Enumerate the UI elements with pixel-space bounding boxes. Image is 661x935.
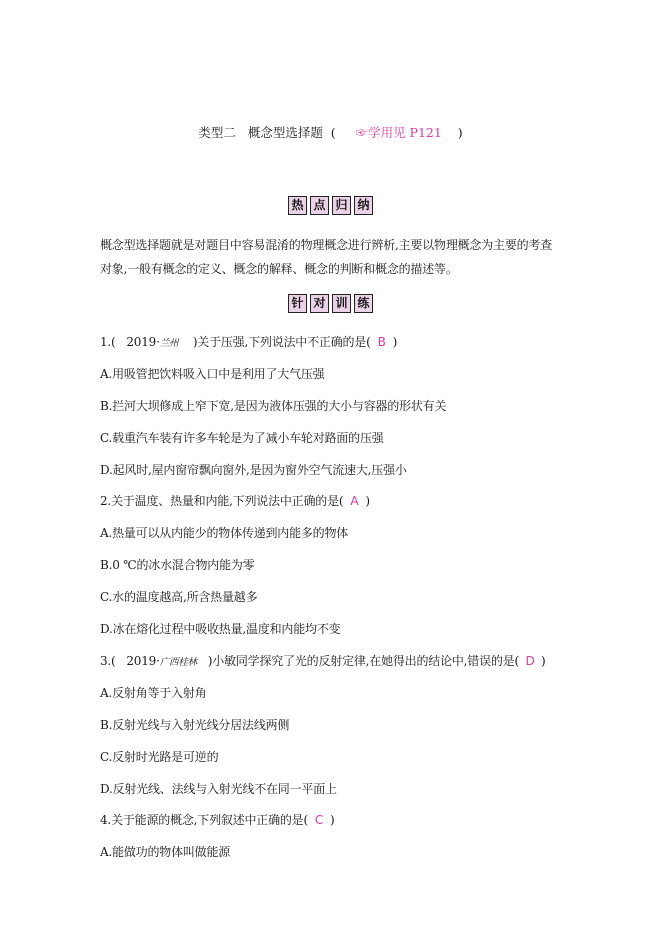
- page-title: [0, 124, 661, 142]
- answer-label: A: [350, 494, 359, 508]
- option-item: B.反射光线与入射光线分居法线两侧: [100, 718, 290, 732]
- title-open-paren: (: [330, 125, 336, 140]
- question-number: 4.: [100, 813, 112, 827]
- option-item: C.载重汽车装有许多车轮是为了减小车轮对路面的压强: [100, 431, 384, 445]
- option-item: B.0 ℃的冰水混合物内能为零: [100, 558, 255, 572]
- answer-label: D: [525, 654, 535, 668]
- question-text: )小敏同学探究了光的反射定律,在她得出的结论中,错误的是(: [207, 654, 519, 668]
- section-char: 练: [354, 294, 373, 313]
- question-number: 1.(: [100, 335, 116, 349]
- question-year: 2019·: [126, 654, 160, 668]
- option-item: B.拦河大坝修成上窄下宽,是因为液体压强的大小与容器的形状有关: [100, 399, 447, 413]
- question-close: ): [392, 335, 398, 349]
- option-item: D.起风时,屋内窗帘飘向窗外,是因为窗外空气流速大,压强小: [100, 463, 407, 477]
- section-char: 归: [332, 196, 351, 215]
- question-number: 3.(: [100, 654, 116, 668]
- option-item: C.反射时光路是可逆的: [100, 750, 219, 764]
- section-header-training: [0, 292, 661, 314]
- question-stem: [100, 493, 370, 509]
- section-char: 热: [288, 196, 307, 215]
- section-char: 训: [332, 294, 351, 313]
- question-stem: [100, 334, 397, 352]
- question-text: )关于压强,下列说法中不正确的是(: [192, 335, 371, 349]
- section-header-hotspot: [0, 194, 661, 216]
- question-source: 广西桂林: [159, 657, 197, 668]
- option-item: A.反射角等于入射角: [100, 686, 207, 700]
- question-source: 兰州: [159, 338, 179, 349]
- question-stem: [100, 812, 334, 828]
- question-year: 2019·: [126, 335, 160, 349]
- question-stem: [100, 653, 545, 671]
- question-close: ): [540, 654, 546, 668]
- title-name: 概念型选择题: [247, 125, 323, 140]
- question-close: ): [365, 494, 370, 508]
- question-text: 关于能源的概念,下列叙述中正确的是(: [111, 813, 308, 827]
- option-item: D.冰在熔化过程中吸收热量,温度和内能均不变: [100, 622, 341, 636]
- option-item: C.水的温度越高,所含热量越多: [100, 590, 258, 604]
- option-item: D.反射光线、法线与入射光线不在同一平面上: [100, 782, 337, 796]
- question-close: ): [329, 813, 335, 827]
- title-prefix: 类型二: [198, 125, 236, 140]
- intro-paragraph: 概念型选择题就是对题目中容易混淆的物理概念进行辨析,主要以物理概念为主要的考查对象,一般有概念的定义、概念的解释、概念的判断和概念的描述等。: [100, 238, 553, 276]
- page-reference-link[interactable]: ☞学用见 P121: [355, 125, 442, 140]
- answer-label: C: [314, 813, 324, 827]
- option-item: A.用吸管把饮料吸入口中是利用了大气压强: [100, 367, 325, 381]
- option-item: A.热量可以从内能少的物体传递到内能多的物体: [100, 526, 349, 540]
- option-item: A.能做功的物体叫做能源: [100, 845, 231, 859]
- section-char: 针: [288, 294, 307, 313]
- section-char: 对: [310, 294, 329, 313]
- question-text: 关于温度、热量和内能,下列说法中正确的是(: [111, 494, 344, 508]
- question-number: 2.: [100, 494, 112, 508]
- title-close-paren: ): [457, 125, 463, 140]
- section-char: 纳: [354, 196, 373, 215]
- answer-label: B: [377, 335, 386, 349]
- section-char: 点: [310, 196, 329, 215]
